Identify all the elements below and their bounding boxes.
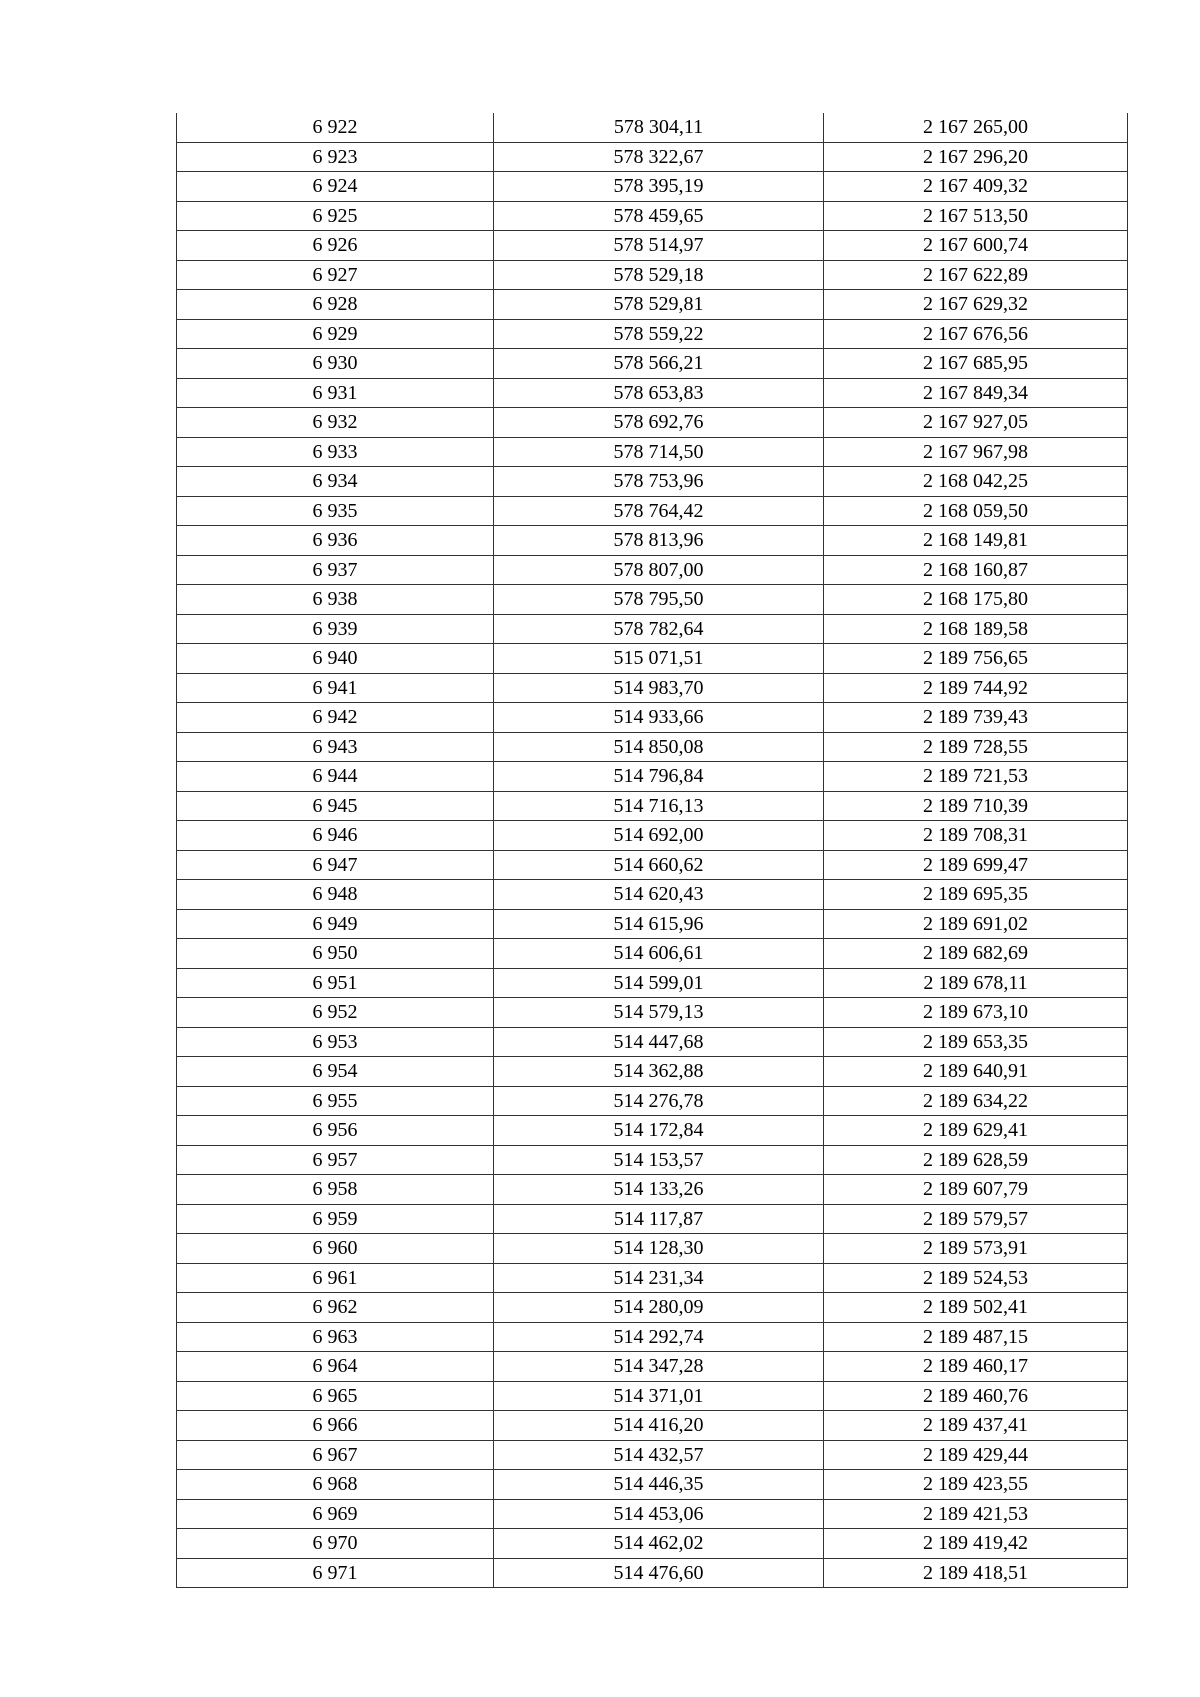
point-number-cell: 6 952 bbox=[177, 998, 494, 1028]
point-number-cell: 6 962 bbox=[177, 1293, 494, 1323]
x-coordinate-cell: 514 796,84 bbox=[494, 762, 824, 792]
point-number-cell: 6 959 bbox=[177, 1204, 494, 1234]
x-coordinate-cell: 578 714,50 bbox=[494, 437, 824, 467]
x-coordinate-cell: 514 362,88 bbox=[494, 1057, 824, 1087]
x-coordinate-cell: 514 447,68 bbox=[494, 1027, 824, 1057]
y-coordinate-cell: 2 189 628,59 bbox=[824, 1145, 1128, 1175]
x-coordinate-cell: 514 850,08 bbox=[494, 732, 824, 762]
point-number-cell: 6 938 bbox=[177, 585, 494, 615]
y-coordinate-cell: 2 189 699,47 bbox=[824, 850, 1128, 880]
y-coordinate-cell: 2 167 927,05 bbox=[824, 408, 1128, 438]
table-row bbox=[177, 1381, 1128, 1411]
x-coordinate-cell: 578 653,83 bbox=[494, 378, 824, 408]
point-number-cell: 6 943 bbox=[177, 732, 494, 762]
x-coordinate-cell: 514 276,78 bbox=[494, 1086, 824, 1116]
x-coordinate-cell: 578 807,00 bbox=[494, 555, 824, 585]
table-row bbox=[177, 290, 1128, 320]
x-coordinate-cell: 514 446,35 bbox=[494, 1470, 824, 1500]
table-row bbox=[177, 644, 1128, 674]
point-number-cell: 6 934 bbox=[177, 467, 494, 497]
y-coordinate-cell: 2 189 682,69 bbox=[824, 939, 1128, 969]
table-row bbox=[177, 319, 1128, 349]
point-number-cell: 6 964 bbox=[177, 1352, 494, 1382]
y-coordinate-cell: 2 189 437,41 bbox=[824, 1411, 1128, 1441]
table-row bbox=[177, 1470, 1128, 1500]
x-coordinate-cell: 578 529,18 bbox=[494, 260, 824, 290]
y-coordinate-cell: 2 189 607,79 bbox=[824, 1175, 1128, 1205]
x-coordinate-cell: 514 231,34 bbox=[494, 1263, 824, 1293]
table-row bbox=[177, 231, 1128, 261]
y-coordinate-cell: 2 189 460,76 bbox=[824, 1381, 1128, 1411]
table-row bbox=[177, 260, 1128, 290]
y-coordinate-cell: 2 189 653,35 bbox=[824, 1027, 1128, 1057]
table-row bbox=[177, 201, 1128, 231]
table-row bbox=[177, 555, 1128, 585]
y-coordinate-cell: 2 189 418,51 bbox=[824, 1558, 1128, 1588]
y-coordinate-cell: 2 167 296,20 bbox=[824, 142, 1128, 172]
x-coordinate-cell: 514 579,13 bbox=[494, 998, 824, 1028]
x-coordinate-cell: 514 476,60 bbox=[494, 1558, 824, 1588]
point-number-cell: 6 926 bbox=[177, 231, 494, 261]
point-number-cell: 6 968 bbox=[177, 1470, 494, 1500]
point-number-cell: 6 956 bbox=[177, 1116, 494, 1146]
point-number-cell: 6 965 bbox=[177, 1381, 494, 1411]
y-coordinate-cell: 2 189 695,35 bbox=[824, 880, 1128, 910]
point-number-cell: 6 949 bbox=[177, 909, 494, 939]
point-number-cell: 6 940 bbox=[177, 644, 494, 674]
table-row bbox=[177, 1204, 1128, 1234]
table-row bbox=[177, 526, 1128, 556]
point-number-cell: 6 951 bbox=[177, 968, 494, 998]
point-number-cell: 6 958 bbox=[177, 1175, 494, 1205]
point-number-cell: 6 936 bbox=[177, 526, 494, 556]
table-row bbox=[177, 614, 1128, 644]
point-number-cell: 6 948 bbox=[177, 880, 494, 910]
point-number-cell: 6 927 bbox=[177, 260, 494, 290]
table-row bbox=[177, 939, 1128, 969]
x-coordinate-cell: 514 117,87 bbox=[494, 1204, 824, 1234]
point-number-cell: 6 931 bbox=[177, 378, 494, 408]
y-coordinate-cell: 2 189 429,44 bbox=[824, 1440, 1128, 1470]
y-coordinate-cell: 2 167 849,34 bbox=[824, 378, 1128, 408]
x-coordinate-cell: 514 153,57 bbox=[494, 1145, 824, 1175]
x-coordinate-cell: 578 395,19 bbox=[494, 172, 824, 202]
table-row bbox=[177, 142, 1128, 172]
table-row bbox=[177, 1440, 1128, 1470]
y-coordinate-cell: 2 168 042,25 bbox=[824, 467, 1128, 497]
y-coordinate-cell: 2 189 502,41 bbox=[824, 1293, 1128, 1323]
point-number-cell: 6 953 bbox=[177, 1027, 494, 1057]
x-coordinate-cell: 514 172,84 bbox=[494, 1116, 824, 1146]
point-number-cell: 6 933 bbox=[177, 437, 494, 467]
x-coordinate-cell: 514 416,20 bbox=[494, 1411, 824, 1441]
y-coordinate-cell: 2 167 265,00 bbox=[824, 113, 1128, 142]
table-row bbox=[177, 378, 1128, 408]
point-number-cell: 6 935 bbox=[177, 496, 494, 526]
x-coordinate-cell: 515 071,51 bbox=[494, 644, 824, 674]
table-row bbox=[177, 349, 1128, 379]
x-coordinate-cell: 514 933,66 bbox=[494, 703, 824, 733]
table-row bbox=[177, 1145, 1128, 1175]
table-row bbox=[177, 1234, 1128, 1264]
y-coordinate-cell: 2 189 673,10 bbox=[824, 998, 1128, 1028]
point-number-cell: 6 946 bbox=[177, 821, 494, 851]
point-number-cell: 6 947 bbox=[177, 850, 494, 880]
x-coordinate-cell: 514 692,00 bbox=[494, 821, 824, 851]
y-coordinate-cell: 2 168 059,50 bbox=[824, 496, 1128, 526]
table-row bbox=[177, 1027, 1128, 1057]
table-row bbox=[177, 1263, 1128, 1293]
y-coordinate-cell: 2 189 579,57 bbox=[824, 1204, 1128, 1234]
table-row bbox=[177, 1057, 1128, 1087]
point-number-cell: 6 955 bbox=[177, 1086, 494, 1116]
point-number-cell: 6 922 bbox=[177, 113, 494, 142]
table-row bbox=[177, 703, 1128, 733]
table-row bbox=[177, 821, 1128, 851]
x-coordinate-cell: 578 566,21 bbox=[494, 349, 824, 379]
y-coordinate-cell: 2 167 409,32 bbox=[824, 172, 1128, 202]
y-coordinate-cell: 2 167 629,32 bbox=[824, 290, 1128, 320]
y-coordinate-cell: 2 189 419,42 bbox=[824, 1529, 1128, 1559]
table-row bbox=[177, 1086, 1128, 1116]
table-row bbox=[177, 762, 1128, 792]
y-coordinate-cell: 2 168 149,81 bbox=[824, 526, 1128, 556]
x-coordinate-cell: 514 371,01 bbox=[494, 1381, 824, 1411]
point-number-cell: 6 932 bbox=[177, 408, 494, 438]
point-number-cell: 6 961 bbox=[177, 1263, 494, 1293]
point-number-cell: 6 950 bbox=[177, 939, 494, 969]
x-coordinate-cell: 578 782,64 bbox=[494, 614, 824, 644]
y-coordinate-cell: 2 189 756,65 bbox=[824, 644, 1128, 674]
x-coordinate-cell: 578 753,96 bbox=[494, 467, 824, 497]
point-number-cell: 6 941 bbox=[177, 673, 494, 703]
coordinates-table bbox=[176, 113, 1128, 1588]
point-number-cell: 6 930 bbox=[177, 349, 494, 379]
point-number-cell: 6 945 bbox=[177, 791, 494, 821]
table-row bbox=[177, 850, 1128, 880]
y-coordinate-cell: 2 189 524,53 bbox=[824, 1263, 1128, 1293]
x-coordinate-cell: 578 559,22 bbox=[494, 319, 824, 349]
x-coordinate-cell: 514 133,26 bbox=[494, 1175, 824, 1205]
y-coordinate-cell: 2 167 622,89 bbox=[824, 260, 1128, 290]
x-coordinate-cell: 514 128,30 bbox=[494, 1234, 824, 1264]
table-row bbox=[177, 1352, 1128, 1382]
y-coordinate-cell: 2 189 721,53 bbox=[824, 762, 1128, 792]
x-coordinate-cell: 514 620,43 bbox=[494, 880, 824, 910]
table-row bbox=[177, 909, 1128, 939]
y-coordinate-cell: 2 189 634,22 bbox=[824, 1086, 1128, 1116]
table-row bbox=[177, 1529, 1128, 1559]
point-number-cell: 6 970 bbox=[177, 1529, 494, 1559]
y-coordinate-cell: 2 167 685,95 bbox=[824, 349, 1128, 379]
table-row bbox=[177, 585, 1128, 615]
table-row bbox=[177, 673, 1128, 703]
table-row bbox=[177, 880, 1128, 910]
table-row bbox=[177, 1322, 1128, 1352]
point-number-cell: 6 967 bbox=[177, 1440, 494, 1470]
point-number-cell: 6 929 bbox=[177, 319, 494, 349]
y-coordinate-cell: 2 168 175,80 bbox=[824, 585, 1128, 615]
table-row bbox=[177, 1558, 1128, 1588]
x-coordinate-cell: 578 514,97 bbox=[494, 231, 824, 261]
table-row bbox=[177, 172, 1128, 202]
y-coordinate-cell: 2 189 640,91 bbox=[824, 1057, 1128, 1087]
table-row bbox=[177, 408, 1128, 438]
x-coordinate-cell: 514 292,74 bbox=[494, 1322, 824, 1352]
point-number-cell: 6 963 bbox=[177, 1322, 494, 1352]
table-row bbox=[177, 732, 1128, 762]
point-number-cell: 6 928 bbox=[177, 290, 494, 320]
y-coordinate-cell: 2 168 189,58 bbox=[824, 614, 1128, 644]
point-number-cell: 6 957 bbox=[177, 1145, 494, 1175]
point-number-cell: 6 942 bbox=[177, 703, 494, 733]
x-coordinate-cell: 578 692,76 bbox=[494, 408, 824, 438]
y-coordinate-cell: 2 167 513,50 bbox=[824, 201, 1128, 231]
table-row bbox=[177, 791, 1128, 821]
table-row bbox=[177, 968, 1128, 998]
y-coordinate-cell: 2 189 460,17 bbox=[824, 1352, 1128, 1382]
table-row bbox=[177, 1293, 1128, 1323]
table-row bbox=[177, 467, 1128, 497]
y-coordinate-cell: 2 189 744,92 bbox=[824, 673, 1128, 703]
x-coordinate-cell: 578 459,65 bbox=[494, 201, 824, 231]
y-coordinate-cell: 2 189 708,31 bbox=[824, 821, 1128, 851]
table-row bbox=[177, 1499, 1128, 1529]
y-coordinate-cell: 2 189 710,39 bbox=[824, 791, 1128, 821]
point-number-cell: 6 971 bbox=[177, 1558, 494, 1588]
x-coordinate-cell: 578 795,50 bbox=[494, 585, 824, 615]
point-number-cell: 6 954 bbox=[177, 1057, 494, 1087]
x-coordinate-cell: 514 432,57 bbox=[494, 1440, 824, 1470]
y-coordinate-cell: 2 189 678,11 bbox=[824, 968, 1128, 998]
x-coordinate-cell: 514 280,09 bbox=[494, 1293, 824, 1323]
table-row bbox=[177, 998, 1128, 1028]
x-coordinate-cell: 578 529,81 bbox=[494, 290, 824, 320]
x-coordinate-cell: 578 813,96 bbox=[494, 526, 824, 556]
point-number-cell: 6 937 bbox=[177, 555, 494, 585]
y-coordinate-cell: 2 189 487,15 bbox=[824, 1322, 1128, 1352]
y-coordinate-cell: 2 189 573,91 bbox=[824, 1234, 1128, 1264]
y-coordinate-cell: 2 189 423,55 bbox=[824, 1470, 1128, 1500]
x-coordinate-cell: 578 304,11 bbox=[494, 113, 824, 142]
table-row bbox=[177, 1175, 1128, 1205]
table-row bbox=[177, 1411, 1128, 1441]
point-number-cell: 6 960 bbox=[177, 1234, 494, 1264]
point-number-cell: 6 944 bbox=[177, 762, 494, 792]
y-coordinate-cell: 2 167 676,56 bbox=[824, 319, 1128, 349]
x-coordinate-cell: 514 453,06 bbox=[494, 1499, 824, 1529]
x-coordinate-cell: 514 606,61 bbox=[494, 939, 824, 969]
y-coordinate-cell: 2 189 739,43 bbox=[824, 703, 1128, 733]
y-coordinate-cell: 2 189 691,02 bbox=[824, 909, 1128, 939]
point-number-cell: 6 925 bbox=[177, 201, 494, 231]
x-coordinate-cell: 514 615,96 bbox=[494, 909, 824, 939]
table-row bbox=[177, 113, 1128, 142]
table-row bbox=[177, 1116, 1128, 1146]
table-row bbox=[177, 496, 1128, 526]
x-coordinate-cell: 514 983,70 bbox=[494, 673, 824, 703]
y-coordinate-cell: 2 189 421,53 bbox=[824, 1499, 1128, 1529]
x-coordinate-cell: 514 716,13 bbox=[494, 791, 824, 821]
point-number-cell: 6 924 bbox=[177, 172, 494, 202]
point-number-cell: 6 923 bbox=[177, 142, 494, 172]
point-number-cell: 6 939 bbox=[177, 614, 494, 644]
x-coordinate-cell: 514 599,01 bbox=[494, 968, 824, 998]
table-row bbox=[177, 437, 1128, 467]
y-coordinate-cell: 2 189 629,41 bbox=[824, 1116, 1128, 1146]
x-coordinate-cell: 578 764,42 bbox=[494, 496, 824, 526]
x-coordinate-cell: 514 347,28 bbox=[494, 1352, 824, 1382]
y-coordinate-cell: 2 189 728,55 bbox=[824, 732, 1128, 762]
y-coordinate-cell: 2 167 600,74 bbox=[824, 231, 1128, 261]
x-coordinate-cell: 514 462,02 bbox=[494, 1529, 824, 1559]
point-number-cell: 6 969 bbox=[177, 1499, 494, 1529]
coordinates-table-body bbox=[177, 113, 1128, 1588]
x-coordinate-cell: 578 322,67 bbox=[494, 142, 824, 172]
y-coordinate-cell: 2 168 160,87 bbox=[824, 555, 1128, 585]
x-coordinate-cell: 514 660,62 bbox=[494, 850, 824, 880]
y-coordinate-cell: 2 167 967,98 bbox=[824, 437, 1128, 467]
point-number-cell: 6 966 bbox=[177, 1411, 494, 1441]
